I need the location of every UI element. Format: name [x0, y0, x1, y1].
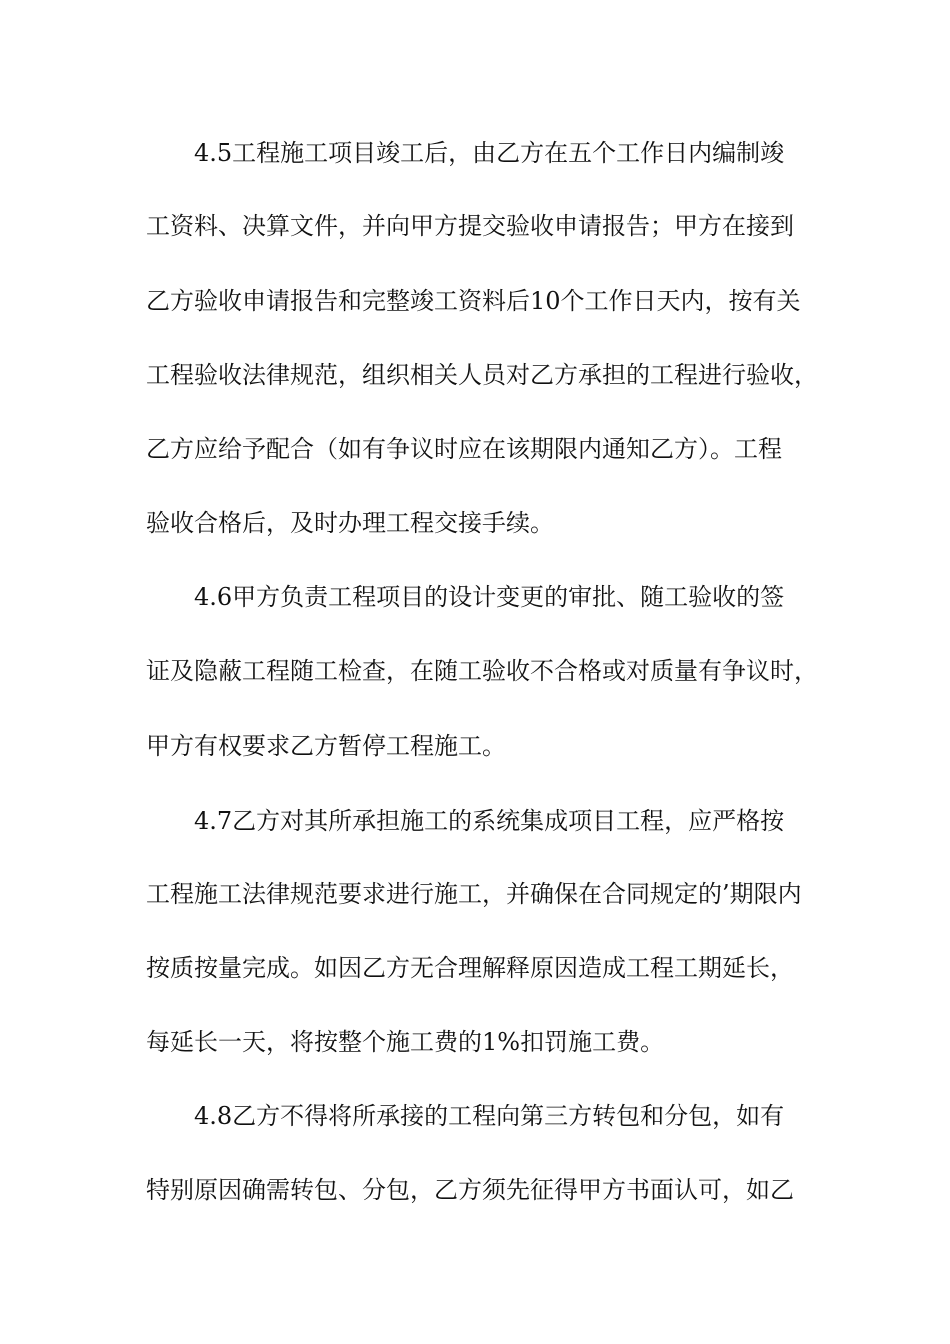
paragraph-4-8-line-2: 特别原因确需转包、分包，乙方须先征得甲方书面认可，如乙 — [146, 1176, 794, 1204]
paragraph-4-6-line-1: 4.6甲方负责工程项目的设计变更的审批、随工验收的签 — [194, 583, 785, 611]
paragraph-4-6-line-2: 证及隐蔽工程随工检查，在随工验收不合格或对质量有争议时， — [146, 657, 818, 685]
paragraph-4-8-line-1: 4.8乙方不得将所承接的工程向第三方转包和分包，如有 — [194, 1102, 785, 1130]
paragraph-4-5-line-3: 乙方验收申请报告和完整竣工资料后10个工作日天内，按有关 — [146, 287, 801, 315]
paragraph-4-7-line-3: 按质按量完成。如因乙方无合理解释原因造成工程工期延长， — [146, 954, 794, 982]
paragraph-4-7-line-4: 每延长一天，将按整个施工费的1%扣罚施工费。 — [146, 1028, 665, 1056]
paragraph-4-5-line-2: 工资料、决算文件，并向甲方提交验收申请报告；甲方在接到 — [146, 212, 794, 240]
paragraph-4-7-line-1: 4.7乙方对其所承担施工的系统集成项目工程，应严格按 — [194, 807, 785, 835]
paragraph-4-5-line-5: 乙方应给予配合（如有争议时应在该期限内通知乙方）。工程 — [146, 435, 782, 463]
paragraph-4-7-line-2: 工程施工法律规范要求进行施工，并确保在合同规定的’期限内 — [146, 880, 802, 908]
paragraph-4-5-line-1: 4.5工程施工项目竣工后，由乙方在五个工作日内编制竣 — [194, 139, 785, 167]
paragraph-4-5-line-6: 验收合格后，及时办理工程交接手续。 — [146, 509, 554, 537]
paragraph-4-5-line-4: 工程验收法律规范，组织相关人员对乙方承担的工程进行验收， — [146, 361, 818, 389]
paragraph-4-6-line-3: 甲方有权要求乙方暂停工程施工。 — [146, 732, 506, 760]
